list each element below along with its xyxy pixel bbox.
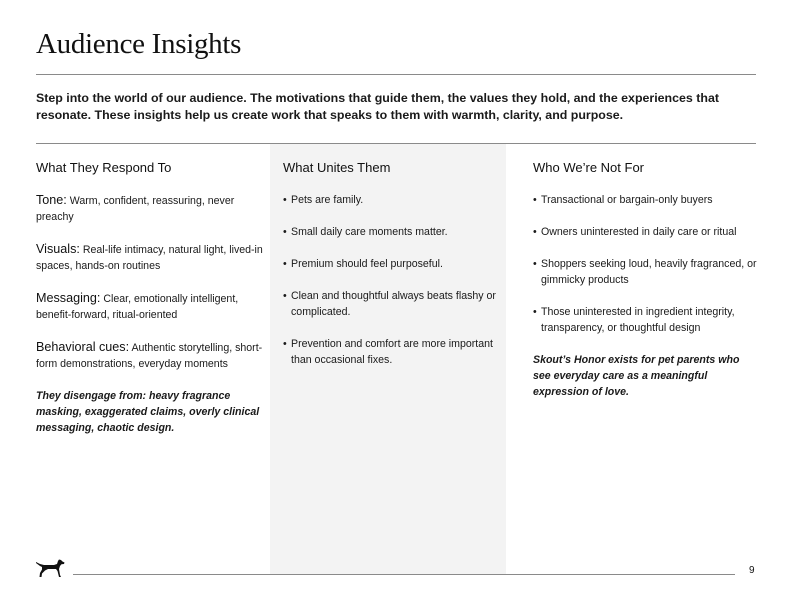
list-item: • Owners uninterested in daily care or ritual: [533, 224, 758, 240]
respond-item-text: Authentic storytelling, short-form demonstrations, everyday moments: [36, 342, 263, 370]
notfor-list: [533, 192, 758, 336]
respond-item-behavioral-cues: [36, 339, 264, 372]
page-number: 9: [749, 565, 755, 576]
dog-icon: [35, 558, 65, 578]
respond-item-lead: Tone:: [36, 193, 67, 207]
notfor-column-title: Who We’re Not For: [533, 160, 645, 175]
list-item: • Pets are family.: [283, 192, 498, 208]
list-item: • Transactional or bargain-only buyers: [533, 192, 758, 208]
respond-column-title: What They Respond To: [36, 160, 172, 175]
respond-item-lead: Behavioral cues:: [36, 340, 130, 354]
respond-item-text: Clear, emotionally intelligent, benefit-forward, ritual-oriented: [36, 293, 239, 321]
list-item: • Prevention and comfort are more important than occasional fixes.: [283, 336, 498, 368]
list-item: • Clean and thoughtful always beats flashy or complicated.: [283, 288, 498, 320]
unites-column-title: What Unites Them: [283, 160, 391, 175]
list-item: • Shoppers seeking loud, heavily fragranced, or gimmicky products: [533, 256, 758, 288]
list-item: • Small daily care moments matter.: [283, 224, 498, 240]
respond-item-text: Real-life intimacy, natural light, lived-in spaces, hands-on routines: [36, 244, 263, 272]
respond-item-lead: Messaging:: [36, 291, 101, 305]
list-item: • Those uninterested in ingredient integrity, transparency, or thoughtful design: [533, 304, 758, 336]
list-item: • Premium should feel purposeful.: [283, 256, 498, 272]
page-title: Audience Insights: [36, 28, 242, 60]
respond-item-text: Warm, confident, reassuring, never preachy: [36, 195, 235, 223]
notfor-column: [533, 160, 758, 400]
unites-list: [283, 192, 498, 368]
respond-column: [36, 160, 264, 436]
respond-item-visuals: [36, 241, 264, 274]
respond-item-messaging: [36, 290, 264, 323]
intro-paragraph: Step into the world of our audience. The motivations that guide them, the values they hold, and the experiences that resonate. These insights help us create work that speaks to them with warmth, clarity, and purpose.: [36, 91, 719, 122]
unites-column: [283, 160, 498, 384]
disengage-note: They disengage from: heavy fragrance masking, exaggerated claims, overly clinical messaging, chaotic design.: [36, 390, 260, 434]
respond-item-lead: Visuals:: [36, 242, 80, 256]
respond-item-tone: [36, 192, 264, 225]
title-divider: [36, 74, 756, 75]
footer-divider: [73, 574, 735, 575]
brand-statement: Skout’s Honor exists for pet parents who see everyday care as a meaningful expression of love.: [533, 354, 740, 398]
